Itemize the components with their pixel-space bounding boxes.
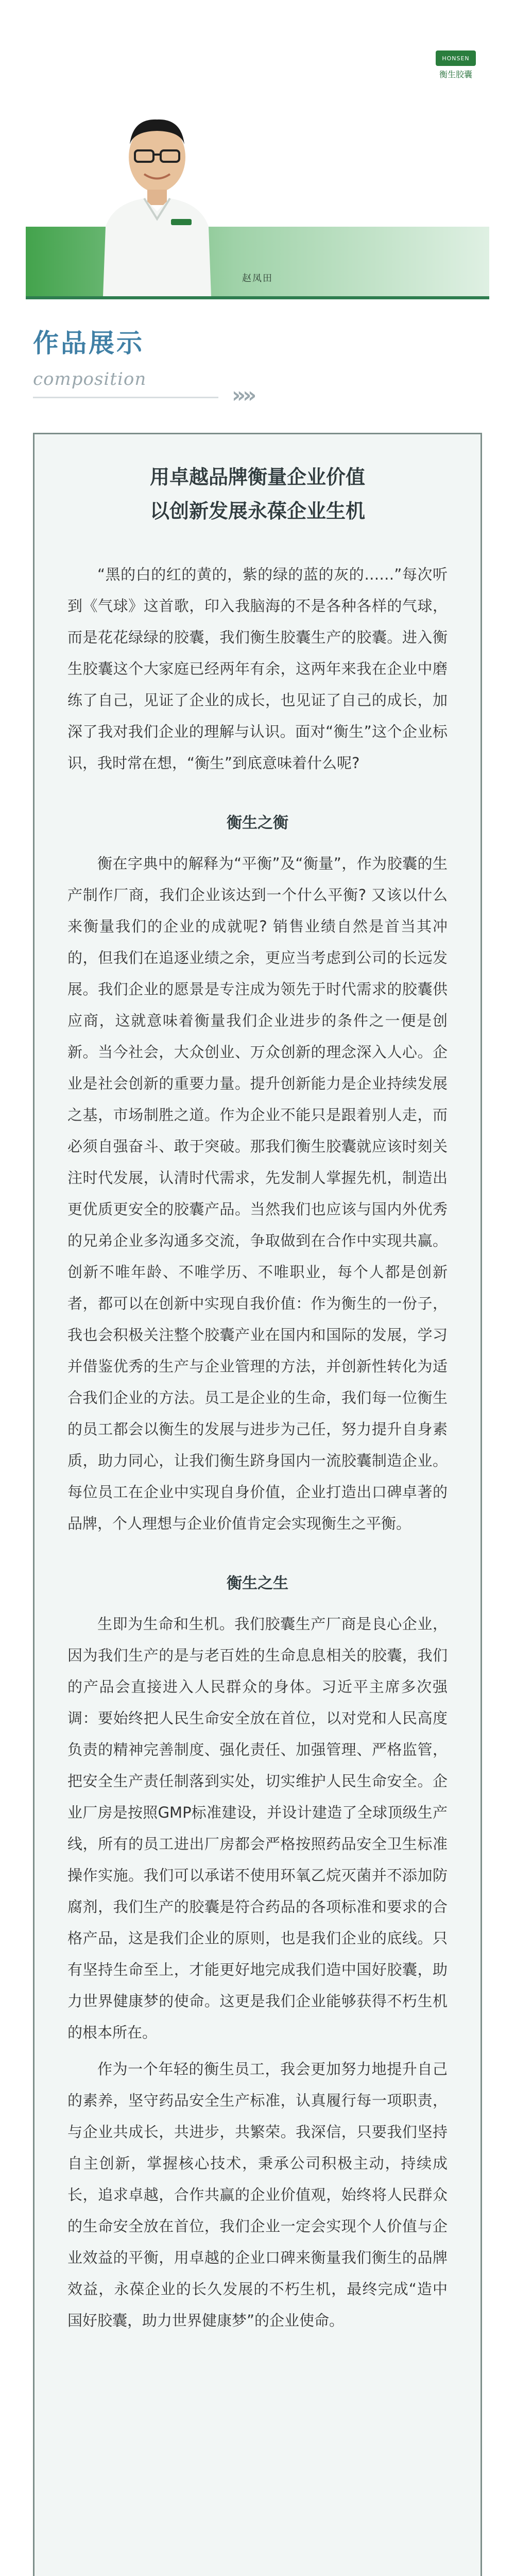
intro-paragraph: “黑的白的红的黄的，紫的绿的蓝的灰的……”每次听到《气球》这首歌，印入我脑海的不是各种各样的气球，而是花花绿绿的胶囊，我们衡生胶囊生产的胶囊。进入衡生胶囊这个大家庭已经两年有余，这两年来我在企业中磨练了自己，见证了企业的成长，也见证了自己的成长，加深了我对我们企业的理解与认识。面对“衡生”这个企业标识，我时常在想，“衡生”到底意味着什么呢? — [67, 566, 448, 772]
profile-banner — [26, 227, 489, 296]
paragraph-balance: 衡在字典中的解释为“平衡”及“衡量”，作为胶囊的生产制作厂商，我们企业该达到一个什么平衡? 又该以什么来衡量我们的企业的成就呢? 销售业绩自然是首当其冲的，但我们在追逐业绩之余，更应当考虑到公司的长远发展。我们企业的愿景是专注成为领先于时代需求的胶囊供应商，这就意味着衡量我们企业进步的条件之一便是创新。当今社会，大众创业、万众创新的理念深入人心。企业是社会创新的重要力量。提升创新能力是企业持续发展之基，市场制胜之道。作为企业不能只是跟着别人走，而必须自强奋斗、敢于突破。那我们衡生胶囊就应该时刻关注时代发展，认清时代需求，先发制人掌握先机，制造出更优质更安全的胶囊产品。当然我们也应该与国内外优秀的兄弟企业多沟通多交流，争取做到在合作中实现共赢。创新不唯年龄、不唯学历、不唯职业，每个人都是创新者，都可以在创新中实现自我价值：作为衡生的一份子，我也会积极关注整个胶囊产业在国内和国际的发展，学习并借鉴优秀的生产与企业管理的方法，并创新性转化为适合我们企业的方法。员工是企业的生命，我们每一位衡生的员工都会以衡生的发展与进步为己任，努力提升自身素质，助力同心，让我们衡生跻身国内一流胶囊制造企业。每位员工在企业中实现自身价值，企业打造出口碑卓著的品牌，个人理想与企业价值肯定会实现衡生之平衡。 — [67, 855, 448, 1532]
article-title-line2: 以创新发展永葆企业生机 — [149, 500, 365, 522]
subheading-life: 衡生之生 — [227, 1574, 288, 1592]
subheading-balance: 衡生之衡 — [227, 814, 288, 832]
article-body — [35, 559, 480, 2336]
author-name: 赵凤田 — [242, 273, 273, 284]
author-photo — [103, 108, 211, 296]
brand-logo — [433, 50, 479, 80]
top-strip — [0, 0, 515, 46]
paragraph-life: 生即为生命和生机。我们胶囊生产厂商是良心企业，因为我们生产的是与老百姓的生命息息相关的胶囊，我们的产品会直接进入人民群众的身体。习近平主席多次强调：要始终把人民生命安全放在首位，以对党和人民高度负责的精神完善制度、强化责任、加强管理、严格监管，把安全生产责任制落到实处，切实维护人民生命安全。企业厂房是按照GMP标准建设，并设计建造了全球顶级生产线，所有的员工进出厂房都会严格按照药品安全卫生标准操作实施。我们可以承诺不使用环氧乙烷灭菌并不添加防腐剂，我们生产的胶囊是符合药品的各项标准和要求的合格产品，这是我们企业的原则，也是我们企业的底线。只有坚持生命至上，才能更好地完成我们造中国好胶囊，助力世界健康梦的使命。这更是我们企业能够获得不朽生机的根本所在。 — [67, 1615, 448, 2041]
article-card — [33, 433, 482, 2576]
paragraph-closing: 作为一个年轻的衡生员工，我会更加努力地提升自己的素养，坚守药品安全生产标准，认真履行每一项职责，与企业共成长，共进步，共繁荣。我深信，只要我们坚持自主创新，掌握核心技术，秉承公司积极主动，持续成长，追求卓越，合作共赢的企业价值观，始终将人民群众的生命安全放在首位，我们企业一定会实现个人价值与企业效益的平衡，用卓越的企业口碑来衡量我们衡生的品牌效益，永葆企业的长久发展的不朽生机，最终完成“造中国好胶囊，助力世界健康梦”的企业使命。 — [67, 2060, 448, 2329]
logo-mark: HONSEN — [436, 50, 476, 66]
section-divider — [33, 397, 218, 398]
section-subtitle: composition — [33, 369, 147, 389]
section-title: 作品展示 — [33, 328, 144, 358]
article-title — [35, 460, 480, 528]
article-title-line1: 用卓越品牌衡量企业价值 — [149, 466, 365, 488]
chevron-right-icon: »» — [232, 382, 254, 408]
logo-text: 衡生胶囊 — [439, 70, 472, 79]
banner-underline — [26, 296, 489, 299]
